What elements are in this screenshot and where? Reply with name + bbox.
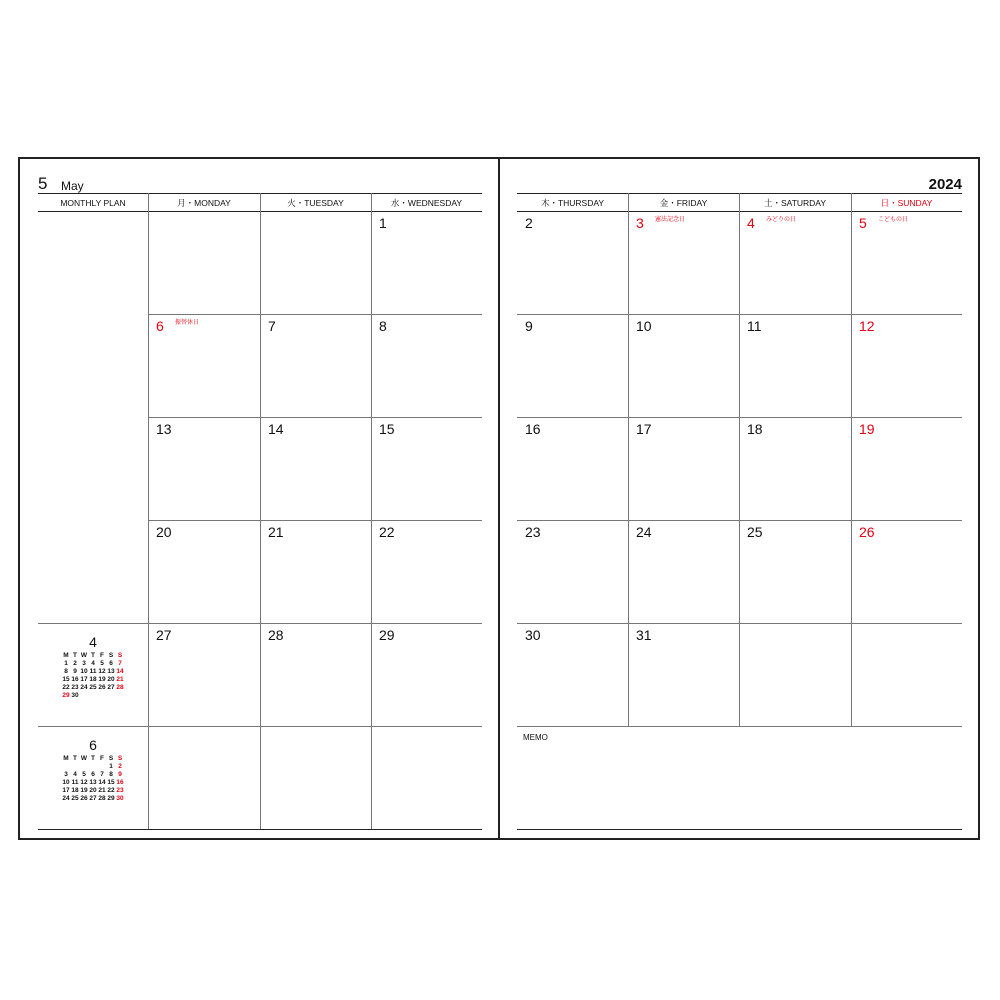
mini-calendar-title: 6: [89, 737, 97, 753]
mini-day: 17: [62, 787, 70, 794]
day-number: 13: [156, 421, 172, 437]
mini-day: 11: [71, 779, 79, 786]
mini-day: 10: [62, 779, 70, 786]
day-number: 10: [636, 318, 652, 334]
mini-day: 14: [98, 779, 106, 786]
day-number: 27: [156, 627, 172, 643]
mini-day: [98, 763, 107, 771]
mini-day: 13: [89, 779, 97, 786]
planner-spine: [498, 157, 500, 840]
left-column-rule: [260, 193, 261, 829]
holiday-label: 憲法記念日: [655, 217, 686, 223]
day-number: 29: [379, 627, 395, 643]
day-number: 5: [859, 215, 867, 231]
plan-column-rule: [38, 726, 148, 727]
right-column-rule: [739, 193, 740, 726]
mini-day: 2: [118, 763, 122, 770]
day-number: 1: [379, 215, 387, 231]
day-number: 15: [379, 421, 395, 437]
day-number: 30: [525, 627, 541, 643]
mini-weekday: T: [73, 652, 77, 659]
left-week-rule: [148, 314, 482, 315]
mini-day: 17: [80, 676, 88, 683]
mini-day: [71, 763, 80, 771]
mini-calendar-table: [62, 652, 125, 700]
day-number: 11: [747, 318, 762, 334]
day-number: 22: [379, 524, 395, 540]
day-number: 18: [747, 421, 763, 437]
mini-day: [80, 763, 89, 771]
mini-weekday: S: [108, 652, 114, 659]
mini-day: 15: [107, 779, 115, 786]
mini-day: 8: [109, 771, 113, 778]
mini-day: [89, 692, 98, 700]
mini-day: 30: [71, 692, 79, 699]
month-name: May: [61, 179, 84, 193]
holiday-label: こどもの日: [878, 217, 909, 223]
day-number: 26: [859, 524, 875, 540]
right-column-rule: [628, 193, 629, 726]
mini-day: 24: [80, 684, 88, 691]
mini-day: 4: [91, 660, 95, 667]
mini-day: 26: [98, 684, 106, 691]
day-number: 24: [636, 524, 652, 540]
mini-day: 7: [118, 660, 122, 667]
mini-weekday: W: [80, 652, 88, 659]
mini-day: [116, 692, 125, 700]
left-column-rule: [148, 193, 149, 829]
mini-day: 28: [116, 684, 124, 691]
left-week-rule: [148, 520, 482, 521]
left-week-rule: [148, 417, 482, 418]
mini-day: [107, 692, 116, 700]
mini-day: 3: [64, 771, 68, 778]
mini-day: 13: [107, 668, 115, 675]
mini-day: 23: [71, 684, 79, 691]
day-number: 19: [859, 421, 875, 437]
mini-day: 12: [80, 779, 88, 786]
day-header: 土・SATURDAY: [763, 198, 827, 208]
mini-day: 21: [116, 676, 124, 683]
right-bottom-rule: [517, 829, 962, 830]
mini-day: 16: [71, 676, 79, 683]
mini-day: 1: [64, 660, 68, 667]
mini-day: 4: [73, 771, 77, 778]
mini-day: 8: [64, 668, 68, 675]
mini-day: [98, 692, 107, 700]
mini-calendar-title: 4: [89, 634, 97, 650]
mini-day: 30: [116, 795, 124, 802]
mini-day: 20: [107, 676, 115, 683]
mini-day: 29: [62, 692, 70, 699]
mini-weekday: T: [91, 652, 95, 659]
mini-day: [62, 763, 71, 771]
year-label: 2024: [928, 176, 962, 193]
mini-day: 25: [89, 684, 97, 691]
mini-weekday: F: [100, 755, 104, 762]
day-number: 6: [156, 318, 164, 334]
day-number: 3: [636, 215, 644, 231]
mini-weekday: M: [63, 755, 69, 762]
mini-day: 16: [116, 779, 124, 786]
day-number: 28: [268, 627, 284, 643]
right-week-rule: [517, 726, 962, 727]
plan-column-rule: [38, 623, 148, 624]
day-number: 17: [636, 421, 652, 437]
mini-weekday: W: [80, 755, 88, 762]
mini-weekday: S: [108, 755, 114, 762]
mini-weekday: S: [117, 755, 123, 762]
mini-day: 18: [71, 787, 79, 794]
left-week-rule: [148, 726, 482, 727]
day-number: 14: [268, 421, 284, 437]
mini-day: 26: [80, 795, 88, 802]
left-column-rule: [371, 193, 372, 829]
mini-calendar: [53, 634, 133, 700]
mini-day: 22: [62, 684, 70, 691]
day-number: 25: [747, 524, 763, 540]
mini-day: [80, 692, 89, 700]
day-number: 21: [268, 524, 284, 540]
mini-day: 10: [80, 668, 88, 675]
day-header: 日・SUNDAY: [880, 198, 933, 208]
mini-day: 19: [98, 676, 106, 683]
holiday-label: みどりの日: [766, 217, 797, 223]
mini-day: 5: [82, 771, 86, 778]
day-header: 木・THURSDAY: [540, 198, 605, 208]
mini-day: 15: [62, 676, 70, 683]
mini-day: 21: [98, 787, 106, 794]
mini-day: 28: [98, 795, 106, 802]
memo-label: MEMO: [523, 733, 548, 742]
day-header: 月・MONDAY: [177, 198, 231, 208]
mini-day: 3: [82, 660, 86, 667]
mini-weekday: M: [63, 652, 69, 659]
mini-day: 19: [80, 787, 88, 794]
mini-day: 1: [109, 763, 113, 770]
left-week-rule: [148, 623, 482, 624]
mini-day: 18: [89, 676, 97, 683]
mini-weekday: T: [91, 755, 95, 762]
right-column-rule: [851, 193, 852, 726]
day-header: 火・TUESDAY: [287, 198, 344, 208]
day-number: 8: [379, 318, 387, 334]
mini-day: 29: [107, 795, 115, 802]
day-number: 12: [859, 318, 875, 334]
monthly-plan-label: MONTHLY PLAN: [60, 198, 126, 208]
day-number: 31: [636, 627, 652, 643]
mini-calendar: [53, 737, 133, 803]
day-header: 水・WEDNESDAY: [390, 198, 463, 208]
mini-day: 2: [73, 660, 77, 667]
mini-day: 6: [91, 771, 95, 778]
mini-calendar-table: [62, 755, 125, 803]
mini-day: 23: [116, 787, 124, 794]
mini-day: 7: [100, 771, 104, 778]
mini-day: 6: [109, 660, 113, 667]
mini-day: 9: [73, 668, 77, 675]
day-number: 4: [747, 215, 755, 231]
month-number: 5: [38, 174, 48, 193]
mini-day: 14: [116, 668, 124, 675]
mini-day: 9: [118, 771, 122, 778]
mini-weekday: S: [117, 652, 123, 659]
mini-day: 27: [107, 684, 115, 691]
day-number: 2: [525, 215, 533, 231]
mini-day: 22: [107, 787, 115, 794]
day-header: 金・FRIDAY: [659, 198, 708, 208]
mini-day: 11: [89, 668, 97, 675]
day-number: 23: [525, 524, 541, 540]
mini-day: 5: [100, 660, 104, 667]
mini-day: 27: [89, 795, 97, 802]
mini-weekday: T: [73, 755, 77, 762]
mini-weekday: F: [100, 652, 104, 659]
mini-day: 20: [89, 787, 97, 794]
mini-day: 12: [98, 668, 106, 675]
day-number: 16: [525, 421, 541, 437]
day-number: 20: [156, 524, 172, 540]
holiday-label: 振替休日: [175, 320, 200, 326]
left-bottom-rule: [38, 829, 482, 830]
mini-day: [89, 763, 98, 771]
mini-day: 25: [71, 795, 79, 802]
mini-day: 24: [62, 795, 70, 802]
day-number: 7: [268, 318, 276, 334]
day-number: 9: [525, 318, 533, 334]
